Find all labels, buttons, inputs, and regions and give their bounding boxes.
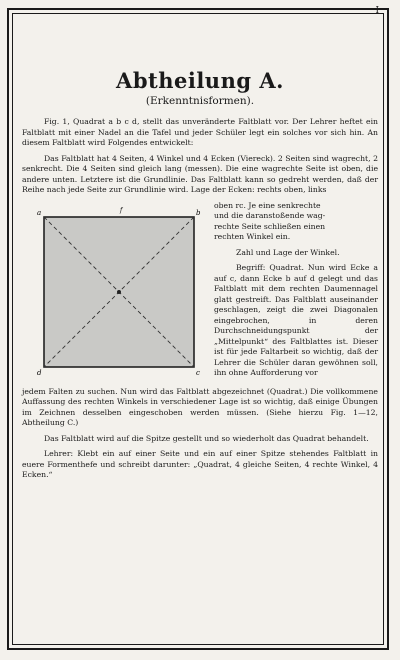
paragraph-falten: jedem Falten zu suchen. Nun wird das Faltblatt abgezeichnet (Quadrat.) Die vollkommene Auffassung des rechten Winkels in verschiedener Lage ist so wichtig, daß einige Übungen im Zeichnen desselben eingeschoben werden müssen. (Siehe hierzu Fig. 1—12, Abtheilung C.)	[22, 386, 378, 427]
right-line-4: rechten Winkel ein.	[214, 232, 291, 241]
section-subtitle: (Erkenntnisformen).	[145, 95, 255, 107]
label-c: c	[196, 368, 200, 377]
right-line-2: und die daranstoßende wag-	[214, 211, 326, 220]
label-a: a	[37, 208, 42, 217]
right-line-3: rechte Seite schließen einen	[214, 221, 326, 231]
label-b: b	[196, 208, 201, 217]
figure-quadrat	[36, 203, 204, 385]
paragraph-intro: Fig. 1, Quadrat a b c d, stellt das unveränderte Faltblatt vor. Der Lehrer heftet ein Faltblatt mit einer Nadel an die Tafel und jeder Schüler legt ein solches vor sich hin. An diesem Faltblatt wird Folgendes entwickelt:	[22, 117, 378, 147]
section-title: Abtheilung A.	[116, 68, 284, 93]
paragraph-properties: Das Faltblatt hat 4 Seiten, 4 Winkel und 4 Ecken (Viereck). 2 Seiten sind wagrecht, 2 senkrecht. Die 4 Seiten sind gleich lang (messen). Die eine wagrechte Seite ist oben, die andere unten. Letztere ist die Grundlinie. Das Faltblatt kann so gedreht werden, daß der Reihe nach jede Seite zur Grundlinie wird. Lage der Ecken: rechts oben, links	[22, 153, 378, 194]
page-corner-mark: I	[375, 6, 379, 16]
label-f: f	[120, 206, 123, 214]
right-line-1: oben rc. Je eine senkrechte	[214, 200, 321, 210]
paragraph-begriff: Begriff: Quadrat. Nun wird Ecke a auf c, dann Ecke b auf d gelegt und das Faltblatt mit dem rechten Daumennagel glatt gestreift. Das Faltblatt auseinander geschlagen, zeigt die zwei Diagonalen eingebrochen, in deren Durchschneidungspunkt der „Mittelpunkt“ des Faltblattes ist. Dieser ist für jede Faltarbeit so wichtig, daß der Lehrer die Schüler daran gewöhnen soll, ihn ohne Aufforderung vor	[214, 263, 378, 377]
center-point	[117, 290, 121, 294]
page-content	[22, 68, 378, 486]
paragraph-spitze: Das Faltblatt wird auf die Spitze gestellt und so wiederholt das Quadrat behandelt.	[44, 433, 369, 443]
paragraph-lehrer: Lehrer: Klebt ein auf einer Seite und ein auf einer Spitze stehendes Faltblatt in euere Formenthefe und schreibt darunter: „Quadrat, 4 gleiche Seiten, 4 rechte Winkel, 4 Ecken.“	[22, 449, 378, 479]
label-d: d	[37, 368, 42, 377]
quadrat-diagram	[36, 203, 204, 385]
paragraph-winkel: Zahl und Lage der Winkel.	[236, 247, 340, 257]
